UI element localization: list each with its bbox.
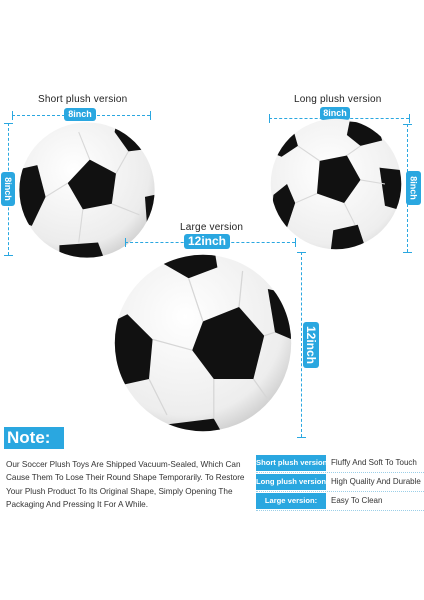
short-width-cap-left [12,111,13,120]
feature-value-long: High Quality And Durable [331,477,421,486]
large-width-tag: 12inch [184,234,230,249]
feature-row-large [256,493,424,509]
large-width-cap-right [295,238,296,247]
feature-label-large: Large version: [256,493,326,509]
long-plush-ball-image [268,116,404,252]
feature-label-short: Short plush version [256,455,326,471]
large-height-text: 12inch [304,325,318,364]
feature-value-large: Easy To Clean [331,496,383,505]
long-height-tag [406,171,421,205]
large-height-tag [303,322,319,368]
short-width-tag: 8inch [64,108,96,121]
long-height-cap-top [403,124,412,125]
feature-row-short [256,455,424,471]
feature-value-short: Fluffy And Soft To Touch [331,458,417,467]
short-height-text: 8inch [3,177,13,201]
note-heading: Note: [4,427,64,449]
large-height-line [301,252,302,437]
short-version-title: Short plush version [38,94,128,105]
large-height-cap-bottom [297,437,306,438]
long-version-title: Long plush version [294,94,382,105]
large-width-cap-left [125,238,126,247]
large-version-title: Large version [180,222,244,233]
feature-separator [256,472,424,473]
large-height-cap-top [297,252,306,253]
note-text: Our Soccer Plush Toys Are Shipped Vacuum-Sealed, Which Can Cause Them To Lose Their Round Shape Temporarily. To Restore Your Plush Product To Its Original Shape, Simply Opening The Packaging And Pressing It For A While. [6,460,245,510]
short-plush-ball-image [18,121,156,259]
large-plush-ball-image [113,253,293,433]
long-height-text: 8inch [408,176,419,200]
short-height-cap-top [4,123,13,124]
feature-row-long [256,474,424,490]
short-height-cap-bottom [4,255,13,256]
short-width-cap-right [150,111,151,120]
long-height-cap-bottom [403,252,412,253]
short-height-tag [1,172,15,206]
long-width-tag: 8inch [320,107,350,120]
feature-separator [256,491,424,492]
feature-separator [256,510,424,511]
long-width-cap-right [409,114,410,123]
feature-label-long: Long plush version: [256,474,326,490]
